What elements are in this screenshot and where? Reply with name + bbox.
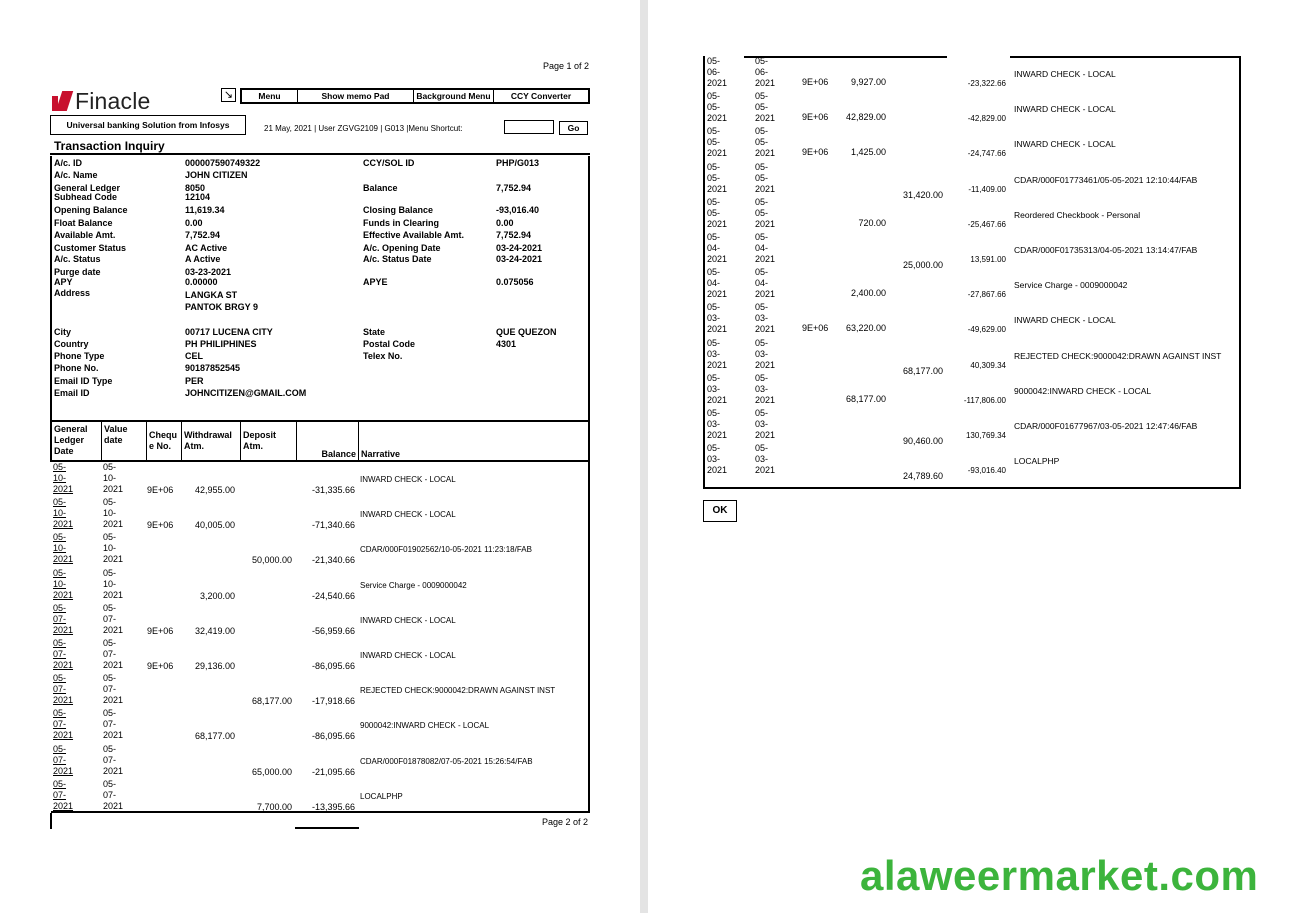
label-phone-type: Phone Type [54,351,105,361]
label-ac-status: A/c. Status [54,254,101,264]
table-row[interactable] [705,91,1239,127]
value-address-line2: PANTOK BRGY 9 [185,302,259,312]
table-row[interactable] [51,568,588,604]
value-apye: 0.075056 [496,277,534,287]
page-title: Transaction Inquiry [54,139,165,153]
gl-date[interactable]: 05- 07- 2021 [53,673,74,706]
table-row[interactable] [705,56,1239,92]
gl-date[interactable]: 05- 07- 2021 [53,743,74,776]
withdrawal-amount: 1,425.00 [850,147,886,158]
cheque-no: 9E+06 [147,661,174,671]
value-apy: 0.00000 [185,277,218,287]
logo-text: Finacle [75,87,151,114]
balance-amount: -11,409.00 [968,184,1006,194]
table-bottom-mark [295,827,359,829]
withdrawal-amount: 29,136.00 [194,661,235,671]
narrative: REJECTED CHECK:9000042:DRAWN AGAINST INST [1014,350,1222,361]
narrative: Service Charge - 0009000042 [360,580,467,590]
narrative: INWARD CHECK - LOCAL [1014,69,1116,79]
value-customer-status: AC Active [185,243,228,253]
table-row[interactable] [51,603,588,639]
balance-amount: -17,918.66 [311,696,355,707]
header-balance: Balance [297,422,359,462]
page-number-top: Page 1 of 2 [543,61,590,71]
narrative: REJECTED CHECK:9000042:DRAWN AGAINST INST [360,686,556,696]
narrative: CDAR/000F01735313/04-05-2021 13:14:47/FAB [1014,245,1198,255]
label-balance: Balance [363,183,398,193]
label-ac-opening-date: A/c. Opening Date [363,243,441,253]
value-date: 05- 07- 2021 [103,673,124,706]
balance-amount: -93,016.40 [967,466,1006,476]
deposit-amount: 7,700.00 [256,801,292,812]
gl-date: 05- 06- 2021 [707,56,728,88]
table-row[interactable] [51,462,588,498]
balance-amount: -25,467.66 [967,219,1006,229]
balance-amount: -86,095.66 [311,731,355,742]
gl-date[interactable]: 05- 10- 2021 [53,462,74,494]
withdrawal-amount: 2,400.00 [850,288,886,299]
narrative: CDAR/000F01677967/03-05-2021 12:47:46/FAB [1014,421,1198,431]
cheque-no: 9E+06 [147,485,174,495]
narrative: INWARD CHECK - LOCAL [1014,315,1116,326]
deposit-amount: 65,000.00 [251,766,292,777]
label-effective-available-amt: Effective Available Amt. [363,230,465,240]
balance-amount: -42,829.00 [967,114,1006,124]
table-row[interactable] [51,779,588,815]
gl-date[interactable]: 05- 07- 2021 [53,602,74,635]
balance-amount: -23,322.66 [967,79,1006,88]
balance-amount: -31,335.66 [311,485,355,495]
table-row[interactable] [51,497,588,533]
menu-shortcut-input[interactable] [504,120,554,134]
table-row[interactable] [705,408,1239,444]
value-date: 05- 07- 2021 [103,778,124,811]
label-funds-in-clearing: Funds in Clearing [363,218,440,228]
value-date: 05- 04- 2021 [755,232,776,264]
label-ac-name: A/c. Name [54,170,98,180]
ccy-converter-button[interactable]: CCY Converter [494,90,588,102]
menu-button[interactable]: Menu [242,90,298,102]
table-row[interactable] [705,232,1239,268]
page-number-bottom: Page 2 of 2 [542,817,589,827]
withdrawal-amount: 68,177.00 [194,731,235,742]
gl-date: 05- 03- 2021 [707,337,728,370]
value-date: 05- 10- 2021 [103,462,124,494]
value-postal-code: 4301 [496,339,517,349]
tagline: Universal banking Solution from Infosys [50,115,246,135]
value-general-ledger: 8050 [185,183,206,193]
withdrawal-amount: 68,177.00 [845,393,886,404]
balance-amount: -56,959.66 [311,625,355,636]
narrative: INWARD CHECK - LOCAL [1014,104,1116,115]
table-row[interactable] [705,302,1239,338]
cheque-no: 9E+06 [802,147,829,158]
deposit-amount: 68,177.00 [902,365,943,376]
balance-amount: -21,340.66 [311,555,355,566]
table-row[interactable] [51,708,588,744]
label-apy: APY [54,277,73,287]
balance-amount: -21,095.66 [311,766,355,777]
value-ac-id: 000007590749322 [185,158,261,168]
narrative: INWARD CHECK - LOCAL [360,651,456,660]
label-country: Country [54,339,89,349]
table-row[interactable] [51,638,588,674]
value-date: 05- 05- 2021 [755,126,776,159]
label-email-id-type: Email ID Type [54,376,113,386]
value-subhead-code: 12104 [185,192,211,202]
label-apye: APYE [363,277,388,287]
header-withdrawal: Withdrawal Atm. [182,422,241,462]
header-value-date: Value date [102,422,147,462]
table-row[interactable] [51,532,588,568]
gl-date: 05- 05- 2021 [707,91,728,124]
value-date: 05- 10- 2021 [103,497,124,530]
label-available-amt: Available Amt. [54,230,116,240]
cheque-no: 9E+06 [147,625,174,636]
transaction-table-body [51,462,590,813]
narrative: INWARD CHECK - LOCAL [360,615,456,625]
deposit-amount: 31,420.00 [902,189,943,200]
value-date: 05- 03- 2021 [755,443,776,476]
label-ac-status-date: A/c. Status Date [363,254,432,264]
value-available-amt: 7,752.94 [185,230,221,240]
value-email-id-type: PER [185,376,204,386]
table-left-edge [50,813,52,829]
value-date: 05- 03- 2021 [755,408,776,440]
narrative: LOCALPHP [360,791,403,801]
label-subhead-code: Subhead Code [54,192,118,202]
label-address: Address [54,288,91,298]
gl-date[interactable]: 05- 07- 2021 [53,778,74,811]
label-closing-balance: Closing Balance [363,205,434,215]
deposit-amount: 90,460.00 [902,436,943,446]
table-row[interactable] [705,197,1239,233]
value-date: 05- 07- 2021 [103,602,124,635]
value-ac-name: JOHN CITIZEN [185,170,248,180]
finacle-logo-icon [52,91,70,111]
deposit-amount: 24,789.60 [902,471,943,482]
account-details [50,156,590,422]
value-ac-status: A Active [185,254,221,264]
value-opening-balance: 11,619.34 [185,205,225,215]
table-row[interactable] [51,744,588,780]
value-date: 05- 03- 2021 [755,302,776,335]
value-date: 05- 07- 2021 [103,743,124,776]
header-cheque-no: Chequ e No. [147,422,182,462]
finacle-logo [52,88,151,114]
report-page-1 [0,0,640,913]
value-country: PH PHILIPHINES [185,339,257,349]
gl-date: 05- 03- 2021 [707,443,728,476]
cheque-no: 9E+06 [802,77,829,87]
value-date: 05- 10- 2021 [103,532,124,565]
label-customer-status: Customer Status [54,243,127,253]
balance-amount: -13,395.66 [311,801,355,812]
narrative: 9000042:INWARD CHECK - LOCAL [360,721,490,731]
cheque-no: 9E+06 [147,520,174,531]
narrative: INWARD CHECK - LOCAL [360,475,456,484]
value-city: 00717 LUCENA CITY [185,327,273,337]
table-row[interactable] [705,267,1239,303]
balance-amount: -24,747.66 [967,149,1006,159]
balance-amount: 130,769.34 [965,431,1006,440]
value-date: 05- 06- 2021 [755,56,776,88]
value-closing-balance: -93,016.40 [496,205,540,215]
withdrawal-amount: 40,005.00 [194,520,235,531]
narrative: CDAR/000F01773461/05-05-2021 12:10:44/FAB [1014,174,1198,185]
background-menu-button[interactable]: Background Menu [414,90,494,102]
table-row[interactable] [705,443,1239,482]
label-purge-date: Purge date [54,267,101,277]
label-opening-balance: Opening Balance [54,205,128,215]
balance-amount: -86,095.66 [311,661,355,671]
balance-amount: -27,867.66 [967,290,1006,300]
gl-date[interactable]: 05- 10- 2021 [53,532,74,565]
title-divider [50,153,590,155]
table-row[interactable] [705,126,1239,162]
deposit-amount: 25,000.00 [902,260,943,270]
withdrawal-amount: 720.00 [858,217,886,228]
deposit-amount: 68,177.00 [251,696,292,707]
value-date: 05- 03- 2021 [755,337,776,370]
value-date: 05- 05- 2021 [755,91,776,124]
narrative: LOCALPHP [1014,456,1060,467]
value-balance: 7,752.94 [496,183,532,193]
label-postal-code: Postal Code [363,339,416,349]
narrative: CDAR/000F01878082/07-05-2021 15:26:54/FAB [360,756,533,766]
withdrawal-amount: 42,955.00 [194,485,235,495]
value-date: 05- 07- 2021 [103,638,124,670]
value-email-id: JOHNCITIZEN@GMAIL.COM [185,388,307,398]
label-ccy-sol-id: CCY/SOL ID [363,158,415,168]
show-memo-pad-button[interactable]: Show memo Pad [298,90,414,102]
gl-date: 05- 04- 2021 [707,267,728,300]
value-float-balance: 0.00 [185,218,203,228]
value-effective-available-amt: 7,752.94 [496,230,532,240]
cheque-no: 9E+06 [802,323,829,334]
ok-button[interactable]: OK [703,500,737,522]
value-state: QUE QUEZON [496,327,557,337]
narrative: INWARD CHECK - LOCAL [1014,139,1116,150]
narrative: INWARD CHECK - LOCAL [360,510,456,520]
page-gap [640,0,648,913]
label-general-ledger: General Ledger [54,183,121,193]
label-city: City [54,327,72,337]
value-funds-in-clearing: 0.00 [496,218,514,228]
cheque-no: 9E+06 [802,112,829,123]
gl-date[interactable]: 05- 10- 2021 [53,497,74,530]
report-page-2 [648,0,1292,913]
gl-date: 05- 03- 2021 [707,408,728,440]
value-ac-opening-date: 03-24-2021 [496,243,543,253]
header-narrative: Narrative [361,449,401,459]
value-date: 05- 05- 2021 [755,161,776,194]
gl-date: 05- 05- 2021 [707,126,728,159]
balance-amount: -49,629.00 [967,325,1006,335]
label-ac-id: A/c. ID [54,158,83,168]
balance-amount: 40,309.34 [970,360,1006,370]
gl-date: 05- 05- 2021 [707,196,728,229]
narrative: Reordered Checkbook - Personal [1014,209,1141,220]
deposit-amount: 50,000.00 [251,555,292,566]
value-date: 05- 04- 2021 [755,267,776,300]
table-row[interactable] [51,673,588,709]
value-ccy-sol-id: PHP/G013 [496,158,540,168]
value-phone-no: 90187852545 [185,363,241,373]
header-deposit: Deposit Atm. [241,422,297,462]
label-phone-no: Phone No. [54,363,99,373]
withdrawal-amount: 42,829.00 [845,112,886,123]
table-row[interactable] [705,373,1239,409]
value-ac-status-date: 03-24-2021 [496,254,543,264]
arrow-icon[interactable]: ↘ [221,88,236,102]
value-date: 05- 07- 2021 [103,708,124,741]
header-gl-date: General Ledger Date [52,422,102,462]
top-menu-bar [240,88,590,104]
go-button[interactable]: Go [559,121,588,135]
transaction-table-body-continued [703,56,1241,489]
table-row[interactable] [705,162,1239,198]
balance-amount: 13,591.00 [970,255,1006,264]
withdrawal-amount: 3,200.00 [199,590,235,601]
label-float-balance: Float Balance [54,218,113,228]
gl-date: 05- 03- 2021 [707,302,728,335]
gl-date: 05- 04- 2021 [707,232,728,264]
watermark: alaweermarket.com [860,852,1259,899]
user-info-line: 21 May, 2021 | User ZGVG2109 | G013 |Menu Shortcut: [264,124,463,133]
gl-date[interactable]: 05- 10- 2021 [53,567,74,600]
transaction-table-header [50,420,590,462]
narrative: 9000042:INWARD CHECK - LOCAL [1014,385,1152,396]
label-state: State [363,327,386,337]
narrative: CDAR/000F01902562/10-05-2021 11:23:18/FAB [360,545,532,555]
balance-amount: -117,806.00 [963,395,1006,405]
value-address-line1: LANGKA ST [185,290,238,300]
balance-amount: -71,340.66 [311,520,355,531]
gl-date[interactable]: 05- 07- 2021 [53,638,74,670]
label-telex-no: Telex No. [363,351,403,361]
label-email-id: Email ID [54,388,90,398]
withdrawal-amount: 9,927.00 [850,77,886,87]
gl-date[interactable]: 05- 07- 2021 [53,708,74,741]
value-purge-date: 03-23-2021 [185,267,232,277]
value-date: 05- 10- 2021 [103,567,124,600]
withdrawal-amount: 32,419.00 [194,625,235,636]
withdrawal-amount: 63,220.00 [845,323,886,334]
narrative: Service Charge - 0009000042 [1014,280,1128,291]
value-date: 05- 05- 2021 [755,196,776,229]
value-date: 05- 03- 2021 [755,372,776,405]
gl-date: 05- 05- 2021 [707,161,728,194]
table-row[interactable] [705,338,1239,374]
value-phone-type: CEL [185,351,203,361]
balance-amount: -24,540.66 [311,590,355,601]
gl-date: 05- 03- 2021 [707,372,728,405]
